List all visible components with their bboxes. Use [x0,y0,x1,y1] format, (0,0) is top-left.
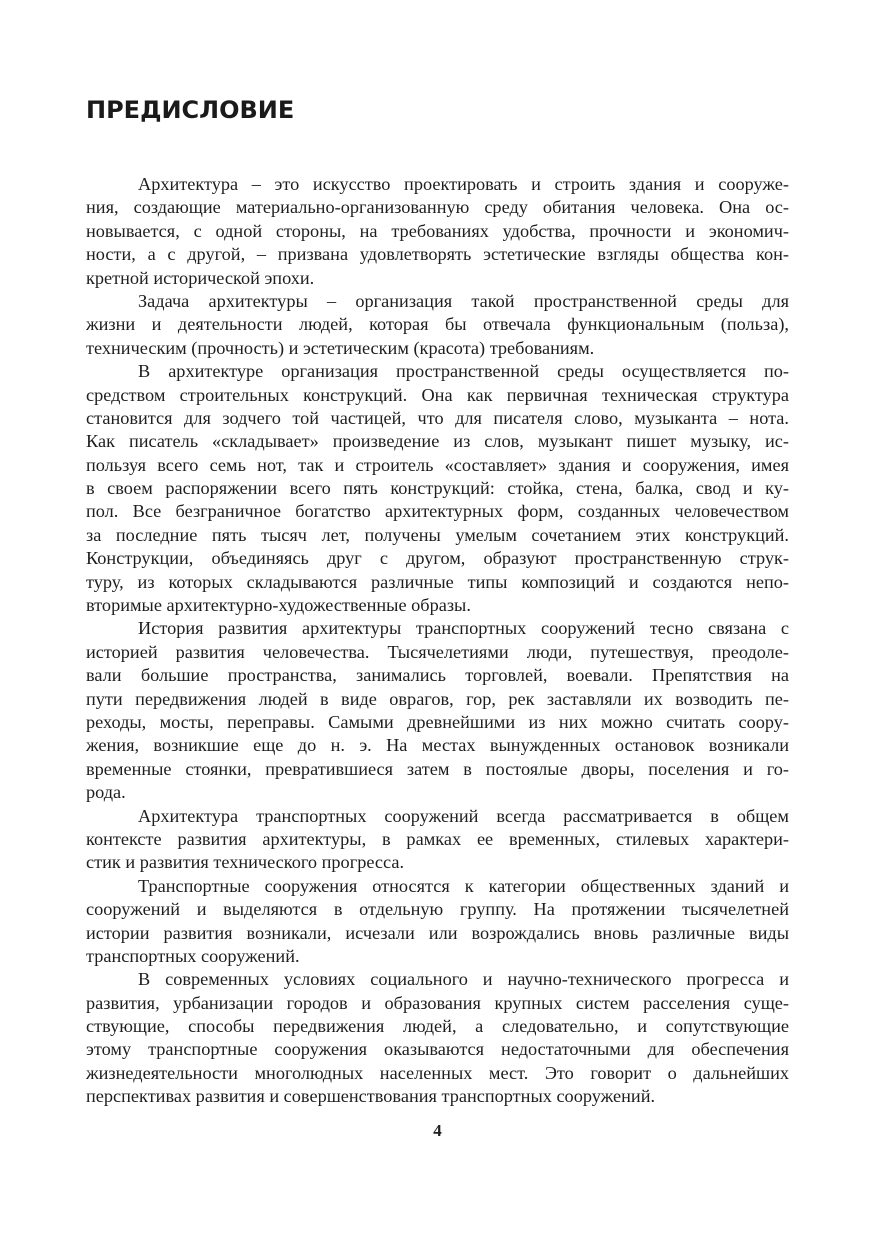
text-line: жения, возникшие еще до н. э. На местах вынужденных остановок возникали [86,735,789,756]
text-line: Конструкции, объединяясь друг с другом, образуют пространственную струк- [86,548,789,569]
text-line: средством строительных конструкций. Она как первичная техническая структура [86,384,789,405]
text-line: ности, а с другой, – призвана удовлетворять эстетические взгляды общества кон- [86,244,789,265]
paragraph [86,173,789,290]
page-number: 4 [433,1121,442,1140]
text-line: реходы, мосты, переправы. Самыми древнейшими из них можно считать соору- [86,711,789,732]
text-line: транспортных сооружений. [86,945,300,966]
text-line: пользуя всего семь нот, так и строитель «составляет» здания и сооружения, имея [86,454,789,475]
text-line: в своем распоряжении всего пять конструкций: стойка, стена, балка, свод и ку- [86,478,789,499]
text-line: жизни и деятельности людей, которая бы отвечала функциональным (польза), [86,314,789,335]
text-line: перспективах развития и совершенствования транспортных сооружений. [86,1086,656,1107]
body-text [86,173,789,1109]
text-line: ствующие, способы передвижения людей, а следовательно, и сопутствующие [86,1016,789,1037]
paragraph [86,968,789,1108]
text-line: туру, из которых складываются различные типы композиций и создаются непо- [86,571,789,592]
text-line: историей развития человечества. Тысячелетиями люди, путешествуя, преодоле- [86,641,789,662]
text-line: В архитектуре организация пространственной среды осуществляется по- [138,361,789,382]
text-line: техническим (прочность) и эстетическим (красота) требованиям. [86,337,595,358]
text-line: пути передвижения людей в виде оврагов, гор, рек заставляли их возводить пе- [86,688,789,709]
text-line: вали большие пространства, занимались торговлей, воевали. Препятствия на [86,665,789,686]
text-line: истории развития возникали, исчезали или возрождались вновь различные виды [86,922,789,943]
text-line: Транспортные сооружения относятся к категории общественных зданий и [138,875,789,896]
page-title: ПРЕДИСЛОВИЕ [86,96,295,124]
text-line: Как писатель «складывает» произведение из слов, музыкант пишет музыку, ис- [86,431,789,452]
text-line: вторимые архитектурно-художественные образы. [86,595,471,616]
paragraph [86,290,789,360]
text-line: Архитектура – это искусство проектировать и строить здания и сооруже- [138,174,789,194]
text-line: рода. [86,782,126,803]
paragraph [86,805,789,875]
text-line: ния, создающие материально-организованную среду обитания человека. Она ос- [86,197,789,218]
paragraph [86,360,789,617]
text-line: кретной исторической эпохи. [86,267,315,288]
text-line: за последние пять тысяч лет, получены умелым сочетанием этих конструкций. [86,524,789,545]
text-line: становится для зодчего той частицей, что для писателя слово, музыканта – нота. [86,407,789,428]
text-line: контексте развития архитектуры, в рамках ее временных, стилевых характери- [86,828,789,849]
text-line: История развития архитектуры транспортных сооружений тесно связана с [138,618,789,639]
text-line: Архитектура транспортных сооружений всегда рассматривается в общем [138,805,789,826]
text-line: новывается, с одной стороны, на требованиях удобства, прочности и экономич- [86,220,789,241]
text-line: пол. Все безграничное богатство архитектурных форм, созданных человечеством [86,501,789,522]
text-line: стик и развития технического прогресса. [86,852,405,873]
text-line: временные стоянки, превратившиеся затем в постоялые дворы, поселения и го- [86,758,789,779]
text-line: сооружений и выделяются в отдельную группу. На протяжении тысячелетней [86,899,789,920]
text-line: этому транспортные сооружения оказываются недостаточными для обеспечения [86,1039,789,1060]
text-line: развития, урбанизации городов и образования крупных систем расселения суще- [86,992,789,1013]
text-line: жизнедеятельности многолюдных населенных мест. Это говорит о дальнейших [86,1062,789,1083]
paragraph [86,617,789,804]
paragraph [86,875,789,969]
text-line: Задача архитектуры – организация такой пространственной среды для [138,290,789,311]
text-line: В современных условиях социального и научно-технического прогресса и [138,969,789,990]
